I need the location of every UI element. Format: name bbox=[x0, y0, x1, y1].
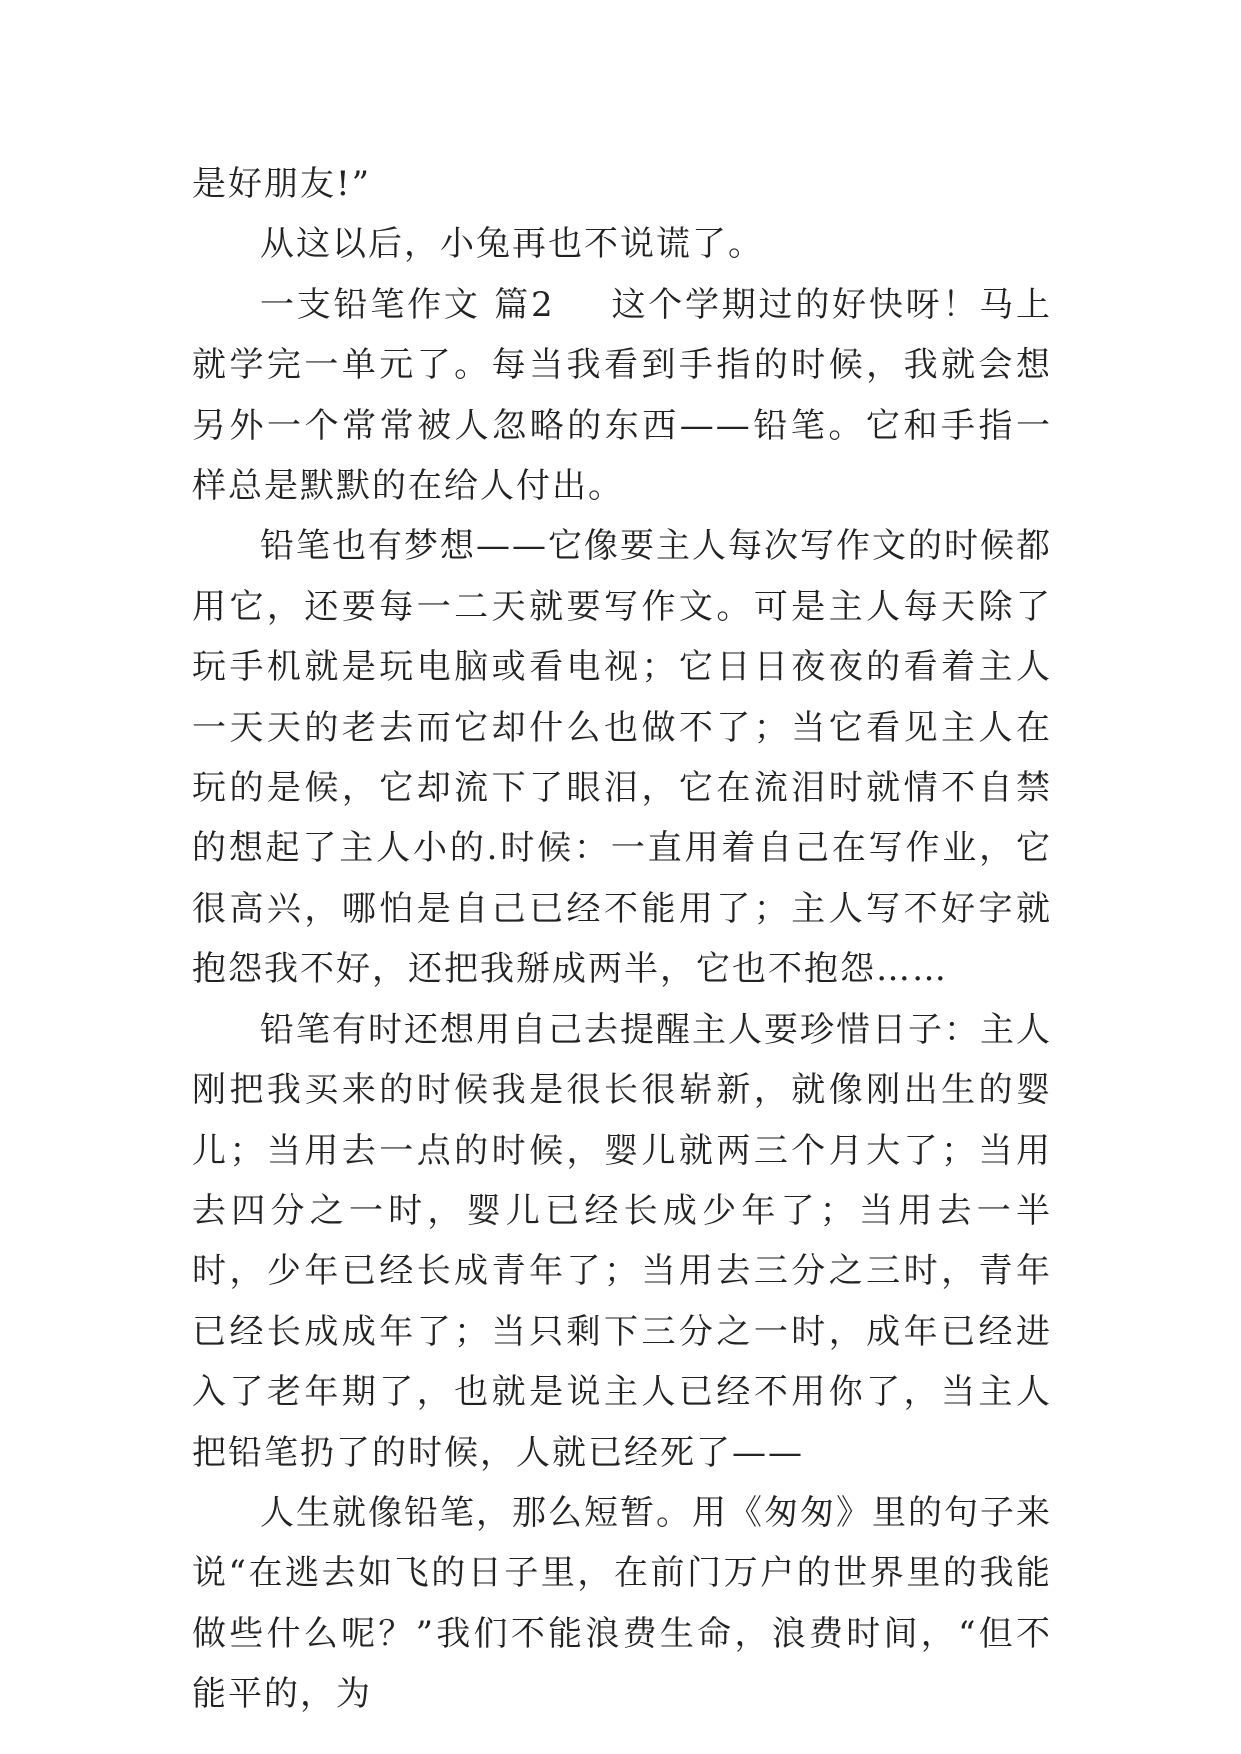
paragraph-1-text: 是好朋友!” bbox=[192, 164, 372, 204]
body-text bbox=[192, 154, 1052, 1725]
section-heading: 一支铅笔作文 篇2 bbox=[260, 284, 555, 325]
paragraph-3 bbox=[192, 275, 1052, 517]
paragraph-2 bbox=[192, 214, 1052, 274]
paragraph-2-text: 从这以后，小兔再也不说谎了。 bbox=[260, 224, 764, 265]
paragraph-4 bbox=[192, 516, 1052, 999]
paragraph-1 bbox=[192, 154, 1052, 214]
paragraph-5 bbox=[192, 1000, 1052, 1483]
paragraph-6-text: 人生就像铅笔，那么短暂。用《匆匆》里的句子来说“在逃去如飞的日子里，在前门万户的世界里的我能做些什么呢？”我们不能浪费生命，浪费时间，“但不能平的，为 bbox=[192, 1492, 1052, 1715]
paragraph-5-text: 铅笔有时还想用自己去提醒主人要珍惜日子：主人刚把我买来的时候我是很长很崭新，就像刚出生的婴儿；当用去一点的时候，婴儿就两三个月大了；当用去四分之一时，婴儿已经长成少年了；当用去一半时，少年已经长成青年了；当用去三分之三时，青年已经长成成年了；当只剩下三分之一时，成年已经进入了老年期了，也就是说主人已经不用你了，当主人把铅笔扔了的时候，人就已经死了—— bbox=[192, 1009, 1052, 1473]
paragraph-4-text: 铅笔也有梦想——它像要主人每次写作文的时候都用它，还要每一二天就要写作文。可是主人每天除了玩手机就是玩电脑或看电视；它日日夜夜的看着主人一天天的老去而它却什么也做不了；当它看见主人在玩的是候，它却流下了眼泪，它在流泪时就情不自禁的想起了主人小的.时候：一直用着自己在写作业，它很高兴，哪怕是自己已经不能用了；主人写不好字就抱怨我不好，还把我掰成两半，它也不抱怨…… bbox=[192, 526, 1052, 990]
paragraph-6 bbox=[192, 1483, 1052, 1725]
paragraph-3-text: 这个学期过的好快呀！马上就学完一单元了。每当我看到手指的时候，我就会想另外一个常常被人忽略的东西——铅笔。它和手指一样总是默默的在给人付出。 bbox=[192, 284, 1052, 507]
